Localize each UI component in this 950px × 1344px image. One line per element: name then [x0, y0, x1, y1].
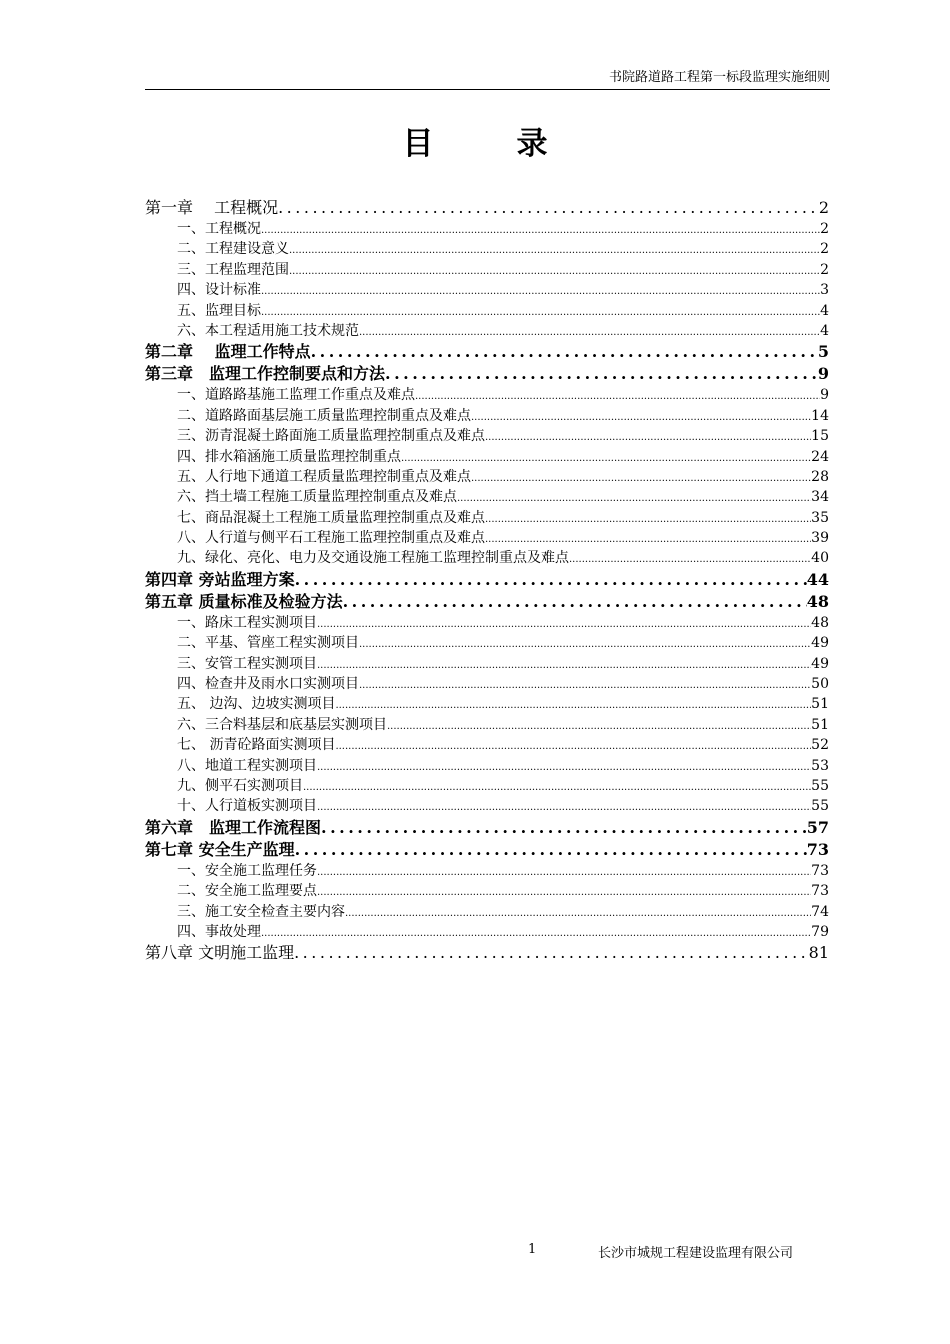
toc-dot-leader	[569, 550, 811, 568]
toc-section-entry[interactable]	[145, 654, 829, 674]
toc-entry-label: 第四章 旁站监理方案	[145, 569, 295, 589]
toc-entry-page: 3	[820, 282, 829, 299]
toc-entry-label: 四、设计标准	[177, 282, 261, 299]
toc-entry-label: 十、人行道板实测项目	[177, 798, 317, 815]
toc-entry-label: 五、 边沟、边坡实测项目	[177, 696, 336, 713]
toc-chapter-entry[interactable]	[145, 591, 829, 613]
toc-entry-label: 一、道路路基施工监理工作重点及难点	[177, 387, 415, 404]
toc-section-entry[interactable]	[145, 548, 829, 568]
toc-entry-page: 73	[811, 883, 829, 900]
toc-entry-label: 六、本工程适用施工技术规范	[177, 322, 359, 339]
toc-dot-leader	[359, 635, 811, 653]
toc-entry-page: 5	[817, 342, 829, 362]
toc-chapter-entry[interactable]	[145, 363, 829, 385]
toc-dot-leader	[385, 363, 818, 385]
toc-dot-leader	[289, 262, 820, 280]
toc-dot-leader	[278, 197, 819, 219]
toc-entry-label: 二、平基、管座工程实测项目	[177, 635, 359, 652]
toc-dot-leader	[359, 323, 820, 341]
toc-dot-leader	[317, 656, 811, 674]
toc-entry-label: 四、事故处理	[177, 923, 261, 940]
toc-entry-page: 55	[811, 777, 829, 794]
toc-entry-label: 四、检查井及雨水口实测项目	[177, 676, 359, 693]
toc-dot-leader	[335, 696, 811, 714]
toc-entry-page: 57	[806, 817, 829, 837]
toc-dot-leader	[289, 241, 820, 259]
toc-entry-page: 39	[811, 530, 829, 547]
toc-dot-leader	[359, 676, 811, 694]
toc-entry-label: 第七章 安全生产监理	[145, 839, 295, 859]
toc-entry-label: 一、工程概况	[177, 221, 261, 237]
document-title: 目 录	[402, 126, 574, 162]
toc-section-entry[interactable]	[145, 735, 829, 755]
toc-entry-page: 73	[806, 839, 829, 859]
toc-dot-leader	[387, 717, 811, 735]
toc-entry-label: 二、工程建设意义	[177, 241, 289, 258]
toc-dot-leader	[457, 489, 811, 507]
toc-entry-label: 八、人行道与侧平石工程施工监理控制重点及难点	[177, 530, 485, 547]
toc-section-entry[interactable]	[145, 487, 829, 507]
toc-entry-page: 49	[811, 635, 829, 652]
table-of-contents	[145, 197, 829, 964]
toc-dot-leader	[261, 924, 811, 942]
toc-dot-leader	[261, 303, 820, 321]
toc-section-entry[interactable]	[145, 385, 829, 405]
toc-entry-page: 53	[811, 757, 829, 774]
toc-entry-page: 34	[811, 489, 829, 506]
toc-chapter-entry[interactable]	[145, 942, 829, 964]
toc-entry-page: 9	[817, 364, 829, 384]
toc-entry-page: 51	[811, 716, 829, 733]
toc-entry-label: 六、三合料基层和底基层实测项目	[177, 716, 387, 733]
toc-dot-leader	[345, 904, 811, 922]
toc-section-entry[interactable]	[145, 715, 829, 735]
toc-entry-label: 六、挡土墙工程施工质量监理控制重点及难点	[177, 489, 457, 506]
toc-entry-page: 48	[806, 591, 829, 611]
toc-section-entry[interactable]	[145, 881, 829, 901]
toc-entry-label: 四、排水箱涵施工质量监理控制重点	[177, 448, 401, 465]
toc-entry-page: 2	[820, 221, 829, 237]
toc-entry-label: 一、安全施工监理任务	[177, 862, 317, 879]
toc-entry-label: 三、工程监理范围	[177, 261, 289, 278]
toc-entry-label: 八、地道工程实测项目	[177, 757, 317, 774]
toc-entry-page: 35	[811, 509, 829, 526]
toc-dot-leader	[294, 942, 809, 964]
toc-entry-page: 81	[808, 943, 829, 963]
toc-entry-page: 44	[806, 569, 829, 589]
toc-section-entry[interactable]	[145, 922, 829, 942]
toc-entry-label: 五、监理目标	[177, 302, 261, 319]
toc-section-entry[interactable]	[145, 633, 829, 653]
toc-entry-page: 79	[811, 923, 829, 940]
toc-entry-page: 48	[811, 614, 829, 631]
toc-chapter-entry[interactable]	[145, 569, 829, 591]
toc-chapter-entry[interactable]	[145, 817, 829, 839]
toc-section-entry[interactable]	[145, 902, 829, 922]
toc-dot-leader	[485, 428, 811, 446]
toc-entry-label: 一、路床工程实测项目	[177, 614, 317, 631]
toc-entry-page: 15	[811, 428, 829, 445]
toc-entry-page: 52	[811, 737, 829, 754]
toc-dot-leader	[311, 341, 818, 363]
toc-section-entry[interactable]	[145, 756, 829, 776]
toc-entry-page: 2	[820, 261, 829, 278]
toc-section-entry[interactable]	[145, 613, 829, 633]
toc-section-entry[interactable]	[145, 239, 829, 259]
toc-entry-label: 三、沥青混凝土路面施工质量监理控制重点及难点	[177, 428, 485, 445]
toc-entry-label: 九、侧平石实测项目	[177, 777, 303, 794]
toc-section-entry[interactable]	[145, 508, 829, 528]
toc-section-entry[interactable]	[145, 321, 829, 341]
toc-entry-label: 七、 沥青砼路面实测项目	[177, 737, 336, 754]
toc-entry-page: 4	[820, 322, 829, 339]
toc-dot-leader	[295, 569, 807, 591]
toc-dot-leader	[485, 530, 811, 548]
toc-section-entry[interactable]	[145, 528, 829, 548]
toc-dot-leader	[471, 408, 811, 426]
toc-section-entry[interactable]	[145, 674, 829, 694]
toc-section-entry[interactable]	[145, 280, 829, 300]
toc-entry-label: 九、绿化、亮化、电力及交通设施工程施工监理控制重点及难点	[177, 550, 569, 567]
footer-company: 长沙市城规工程建设监理有限公司	[598, 1246, 794, 1261]
toc-dot-leader	[303, 778, 811, 796]
toc-dot-leader	[321, 817, 807, 839]
toc-entry-page: 50	[811, 676, 829, 693]
page-header: 书院路道路工程第一标段监理实施细则	[145, 66, 830, 90]
toc-entry-page: 4	[820, 302, 829, 319]
toc-section-entry[interactable]	[145, 861, 829, 881]
toc-entry-page: 14	[811, 407, 829, 424]
toc-entry-label: 三、施工安全检查主要内容	[177, 903, 345, 920]
toc-dot-leader	[317, 758, 811, 776]
toc-section-entry[interactable]	[145, 406, 829, 426]
toc-dot-leader	[317, 615, 811, 633]
toc-entry-page: 55	[811, 798, 829, 815]
toc-dot-leader	[485, 510, 811, 528]
toc-entry-label: 第三章 监理工作控制要点和方法	[145, 364, 386, 384]
toc-entry-page: 73	[811, 862, 829, 879]
toc-entry-label: 七、商品混凝土工程施工质量监理控制重点及难点	[177, 509, 485, 526]
toc-entry-label: 第六章 监理工作流程图	[145, 817, 322, 837]
toc-section-entry[interactable]	[145, 447, 829, 467]
toc-dot-leader	[471, 469, 811, 487]
toc-section-entry[interactable]	[145, 219, 829, 239]
toc-entry-page: 51	[811, 696, 829, 713]
toc-entry-page: 74	[811, 903, 829, 920]
toc-entry-page: 24	[811, 448, 829, 465]
toc-dot-leader	[415, 387, 820, 405]
toc-section-entry[interactable]	[145, 776, 829, 796]
toc-dot-leader	[401, 449, 811, 467]
toc-dot-leader	[335, 737, 811, 755]
toc-section-entry[interactable]	[145, 426, 829, 446]
toc-entry-label: 第五章 质量标准及检验方法	[145, 591, 343, 611]
toc-entry-page: 9	[820, 387, 829, 404]
toc-dot-leader	[317, 798, 811, 816]
toc-entry-page: 2	[820, 241, 829, 258]
toc-chapter-entry[interactable]	[145, 839, 829, 861]
toc-section-entry[interactable]	[145, 301, 829, 321]
toc-dot-leader	[295, 839, 807, 861]
toc-entry-label: 三、安管工程实测项目	[177, 655, 317, 672]
toc-entry-label: 第八章 文明施工监理	[145, 943, 295, 963]
toc-section-entry[interactable]	[145, 796, 829, 816]
toc-section-entry[interactable]	[145, 467, 829, 487]
toc-section-entry[interactable]	[145, 260, 829, 280]
toc-entry-label: 第一章 工程概况	[145, 198, 279, 217]
toc-dot-leader	[261, 282, 820, 300]
toc-entry-page: 40	[811, 550, 829, 567]
toc-dot-leader	[317, 883, 811, 901]
toc-entry-label: 五、人行地下通道工程质量监理控制重点及难点	[177, 468, 471, 485]
toc-entry-page: 2	[818, 198, 829, 217]
toc-chapter-entry[interactable]	[145, 341, 829, 363]
toc-entry-label: 第二章 监理工作特点	[145, 342, 311, 362]
toc-entry-page: 28	[811, 468, 829, 485]
footer-page-number: 1	[528, 1242, 537, 1257]
toc-dot-leader	[343, 591, 807, 613]
toc-entry-page: 49	[811, 655, 829, 672]
toc-section-entry[interactable]	[145, 694, 829, 714]
toc-entry-label: 二、道路路面基层施工质量监理控制重点及难点	[177, 407, 471, 424]
toc-dot-leader	[261, 221, 820, 239]
toc-dot-leader	[317, 863, 811, 881]
toc-entry-label: 二、安全施工监理要点	[177, 883, 317, 900]
toc-chapter-entry[interactable]	[145, 197, 829, 219]
